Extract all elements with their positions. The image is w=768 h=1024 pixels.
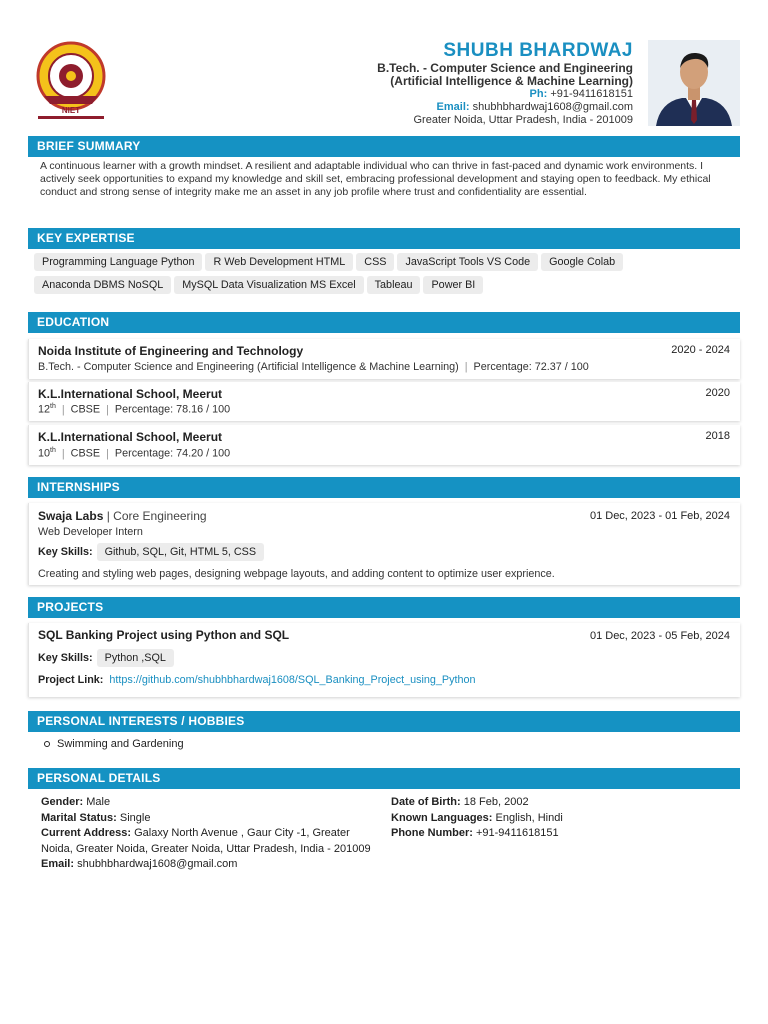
degree-line-2: (Artificial Intelligence & Machine Learning) [390, 74, 633, 88]
skill-chip: Programming Language Python [34, 253, 202, 271]
svg-text:NIET: NIET [61, 106, 81, 115]
header-text [377, 40, 633, 127]
internship-date: 01 Dec, 2023 - 01 Feb, 2024 [589, 510, 730, 522]
education-details: 12th | CBSE | Percentage: 78.16 / 100 [38, 403, 231, 416]
section-internships: INTERNSHIPS [28, 477, 740, 498]
internship-role: Web Developer Intern [38, 526, 143, 538]
personal-left-column [41, 795, 371, 873]
section-personal-details: PERSONAL DETAILS [28, 768, 740, 789]
internship-key-skills: Key Skills: Github, SQL, Git, HTML 5, CSS [38, 543, 267, 561]
skills-list [34, 253, 734, 299]
project-entry [28, 623, 740, 697]
project-title: SQL Banking Project using Python and SQL [38, 628, 290, 642]
education-details: 10th | CBSE | Percentage: 74.20 / 100 [38, 447, 231, 460]
skill-chip: CSS [356, 253, 394, 271]
section-hobbies: PERSONAL INTERESTS / HOBBIES [28, 711, 740, 732]
skill-chip: MySQL Data Visualization MS Excel [174, 276, 363, 294]
education-entry [28, 339, 740, 379]
skill-chip: R Web Development HTML [205, 253, 353, 271]
personal-right-column [391, 795, 721, 842]
education-date: 2018 [705, 430, 730, 442]
skill-chip: Tableau [367, 276, 421, 294]
skill-chip: JavaScript Tools VS Code [397, 253, 538, 271]
project-date: 01 Dec, 2023 - 05 Feb, 2024 [589, 630, 730, 642]
section-education: EDUCATION [28, 312, 740, 333]
section-brief-summary: BRIEF SUMMARY [28, 136, 740, 157]
education-details: B.Tech. - Computer Science and Engineering (Artificial Intelligence & Machine Learning) | Percentage: 72.37 / 100 [38, 361, 589, 373]
marital-row: Marital Status: Single [41, 811, 151, 824]
address-row: Current Address: Galaxy North Avenue , Gaur City -1, Greater Noida, Greater Noida, Greater Noida, Uttar Pradesh, India - 201009 [41, 827, 371, 855]
education-date: 2020 - 2024 [671, 344, 730, 356]
degree-line-1: B.Tech. - Computer Science and Engineering [377, 61, 633, 75]
section-projects: PROJECTS [28, 597, 740, 618]
skill-chip: Anaconda DBMS NoSQL [34, 276, 171, 294]
internship-description: Creating and styling web pages, designing webpage layouts, and adding content to optimize user exprience. [38, 568, 555, 580]
institution-name: K.L.International School, Meerut [38, 430, 223, 444]
location-line: Greater Noida, Uttar Pradesh, India - 201009 [413, 114, 633, 126]
section-key-expertise: KEY EXPERTISE [28, 228, 740, 249]
candidate-name: SHUBH BHARDWAJ [443, 40, 633, 61]
skill-chip: Power BI [423, 276, 483, 294]
email-line: Email: shubhbhardwaj1608@gmail.com [436, 101, 633, 113]
phone-line: Ph: +91-9411618151 [529, 88, 633, 100]
summary-text: A continuous learner with a growth mindset. A resilient and adaptable individual who can thrive in fast-paced and dynamic work environments. I actively seek opportunities to expand my knowledge and skill set, embracing professional development and staying open to feedback. My ethical conduct and strong sense of integrity make me an asset in any job profile where trust and confidentiality are essential. [40, 160, 711, 199]
phone-row: Phone Number: +91-9411618151 [391, 827, 559, 839]
internship-entry [28, 503, 740, 585]
education-date: 2020 [705, 387, 730, 399]
gender-row: Gender: Male [41, 796, 111, 808]
internship-company: Swaja Labs | Core Engineering [38, 509, 207, 523]
languages-row: Known Languages: English, Hindi [391, 811, 563, 824]
project-key-skills: Key Skills: Python ,SQL [38, 649, 177, 667]
institution-name: Noida Institute of Engineering and Technology [38, 344, 304, 358]
hobby-item: Swimming and Gardening [44, 738, 184, 750]
project-link-row: Project Link: https://github.com/shubhbhardwaj1608/SQL_Banking_Project_using_Python [38, 674, 476, 686]
dob-row: Date of Birth: 18 Feb, 2002 [391, 796, 529, 808]
profile-photo [648, 40, 740, 126]
college-logo [32, 38, 110, 126]
project-link[interactable]: https://github.com/shubhbhardwaj1608/SQL_Banking_Project_using_Python [109, 674, 476, 686]
email-row: Email: shubhbhardwaj1608@gmail.com [41, 858, 238, 870]
education-entry [28, 382, 740, 421]
institution-name: K.L.International School, Meerut [38, 387, 223, 401]
resume-header [28, 36, 740, 128]
bullet-icon [44, 741, 50, 747]
skill-chip: Google Colab [541, 253, 623, 271]
education-entry [28, 425, 740, 465]
